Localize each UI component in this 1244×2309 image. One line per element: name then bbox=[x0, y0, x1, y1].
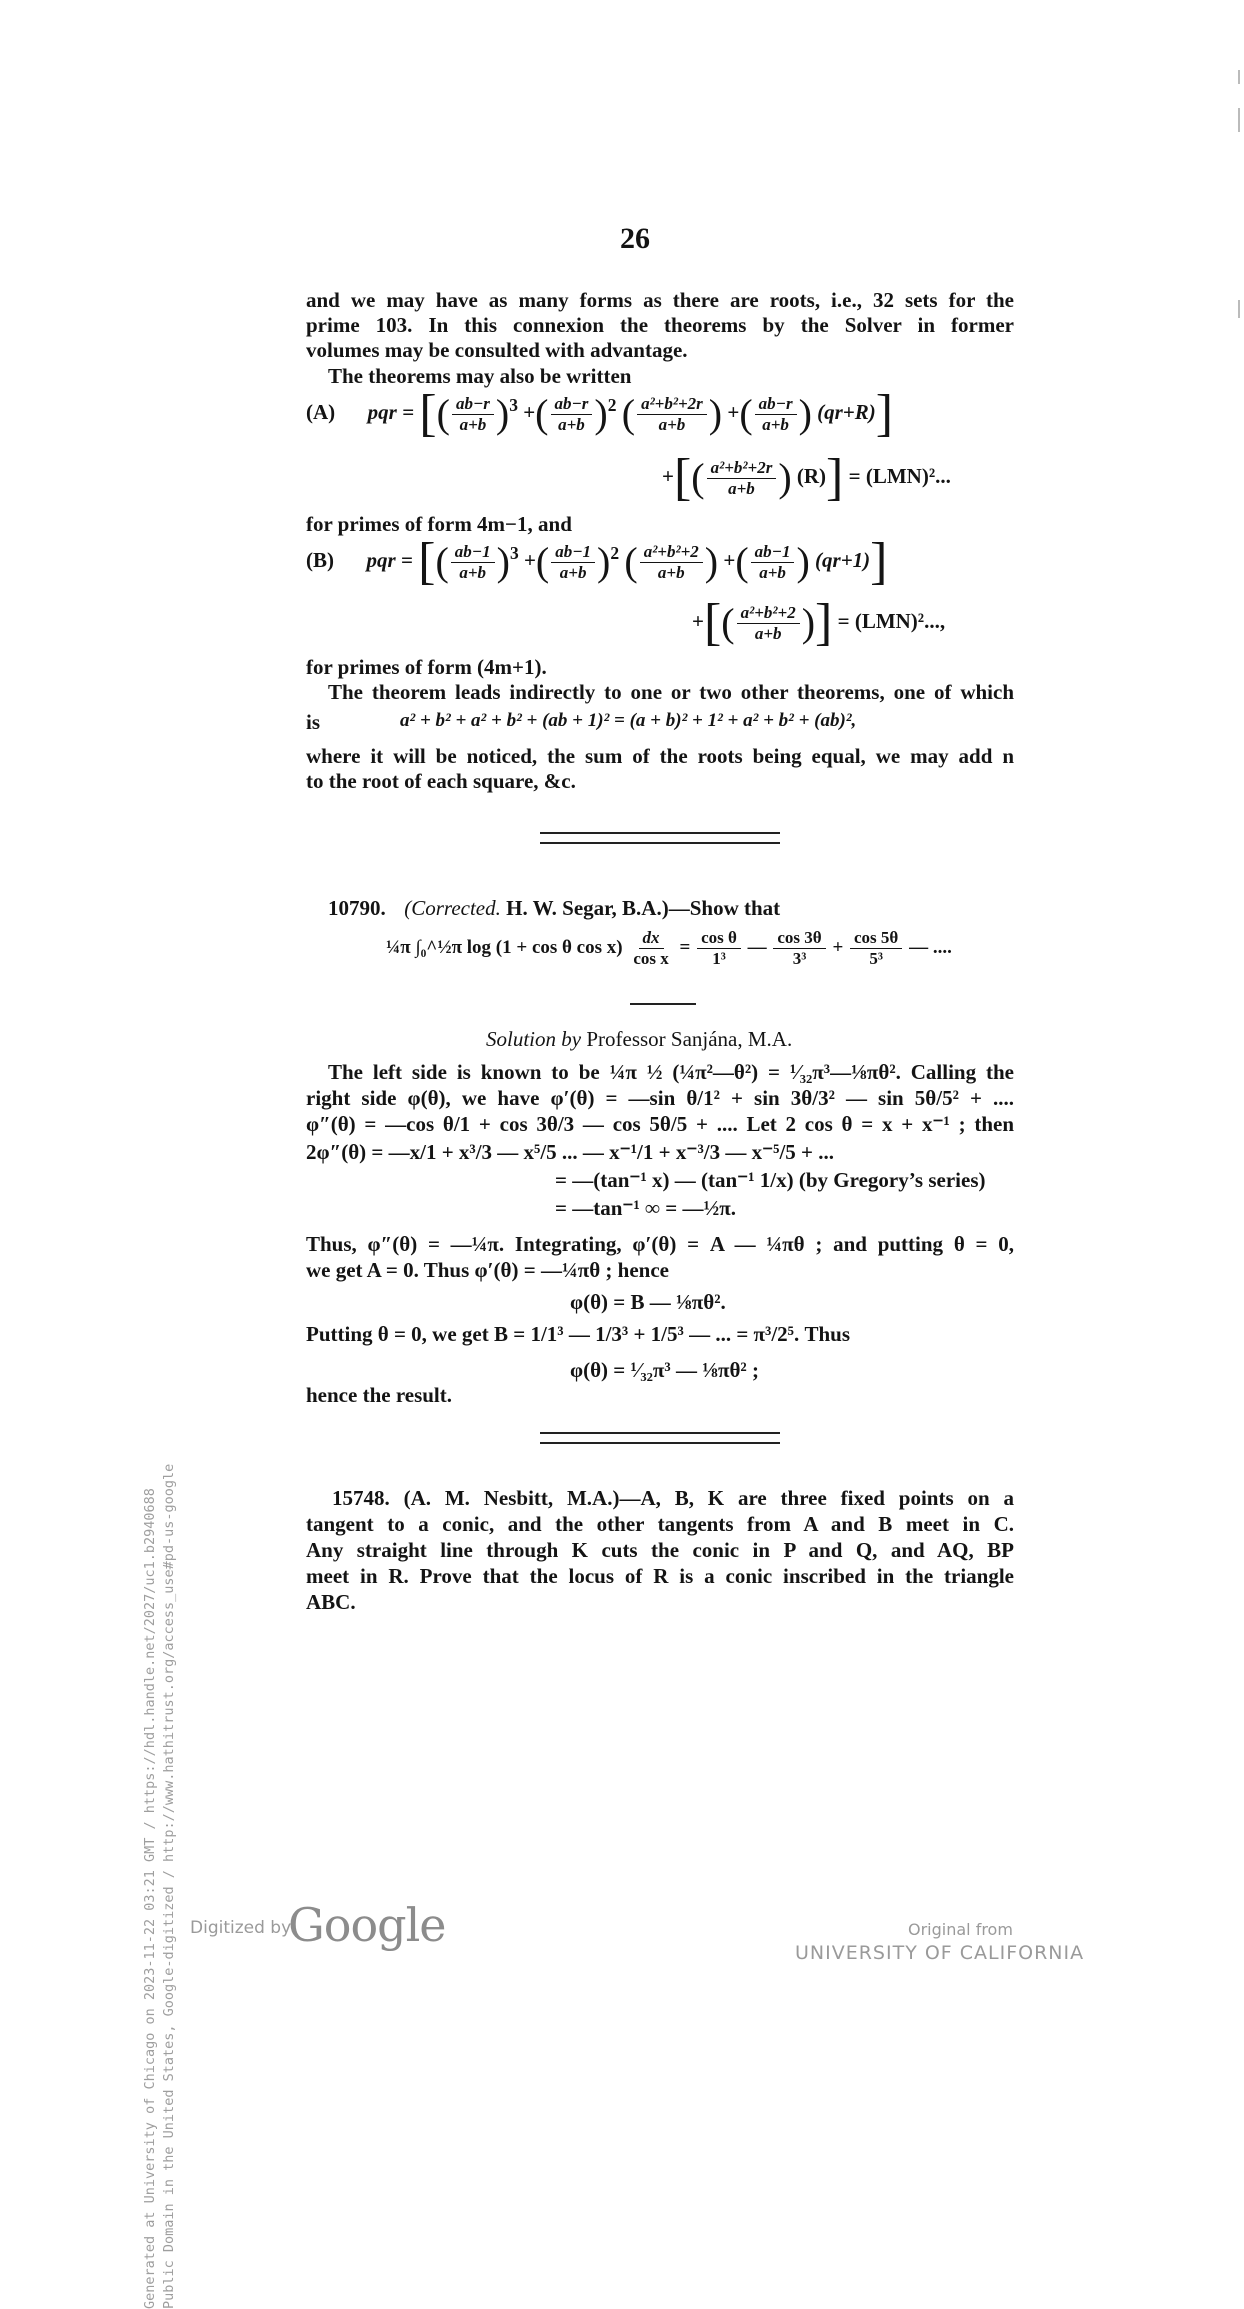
hathitrust-watermark bbox=[141, 409, 179, 2309]
fraction-denominator: a+b bbox=[657, 562, 685, 582]
equation-a-lhs: pqr = bbox=[367, 399, 415, 424]
exponent: 2 bbox=[607, 394, 617, 415]
intro-line-1: and we may have as many forms as there are roots, i.e., 32 sets for the bbox=[306, 288, 1014, 312]
university-label: UNIVERSITY OF CALIFORNIA bbox=[795, 1942, 1085, 1964]
watermark-line-1: Generated at University of Chicago on 2023-11-22 03:21 GMT / https://hdl.handle.net/2027/uc1.b2940688 bbox=[142, 1488, 158, 2309]
exponent: 2 bbox=[610, 542, 620, 563]
fraction-denominator: a+b bbox=[754, 623, 782, 643]
scan-edge-mark bbox=[1238, 108, 1240, 132]
question-15748-line-2: tangent to a conic, and the other tangents from A and B meet in C. bbox=[306, 1512, 1014, 1536]
solution-line-11: φ(θ) = ¹⁄₃₂π³ — ⅛πθ² ; bbox=[570, 1358, 759, 1382]
integral-equation: ¼π ∫₀^½π log (1 + cos θ cos x) $\frac{dx}{\text{cos x}}$ = $\frac{\text{cos θ}}{\text{1³}}$ — $\frac{\cos 3\theta}{\text{3³}}$ + $\frac{\cos 5\theta}{\text{5³}}$ — .... bbox=[386, 928, 952, 968]
question-author: H. W. Segar, B.A.)—Show that bbox=[506, 896, 781, 920]
fraction-numerator: a²+b²+2r bbox=[637, 394, 707, 415]
scan-edge-mark bbox=[1238, 300, 1240, 318]
intro-line-2: prime 103. In this connexion the theorems by the Solver in former bbox=[306, 313, 1014, 337]
series-tail: — .... bbox=[909, 936, 952, 958]
theorem-line-2: where it will be noticed, the sum of the roots being equal, we may add n bbox=[306, 744, 1014, 768]
question-15748-line-3: Any straight line through K cuts the conic in P and Q, and AQ, BP bbox=[306, 1538, 1014, 1562]
fraction-numerator: ab−r bbox=[452, 394, 494, 415]
fraction-denominator: a+b bbox=[558, 414, 585, 434]
short-rule bbox=[630, 1003, 696, 1005]
solution-line-1: The left side is known to be ¼π ½ (¼π²—θ²) = ¹⁄₃₂π³—⅛πθ². Calling the bbox=[328, 1060, 1014, 1084]
theorem-is: is bbox=[306, 710, 321, 734]
fraction-denominator: a+b bbox=[759, 562, 786, 582]
fraction-denominator: 5³ bbox=[869, 949, 883, 968]
section-divider bbox=[540, 1432, 780, 1444]
fraction-numerator: a²+b²+2 bbox=[640, 542, 703, 563]
solution-line-8: we get A = 0. Thus φ′(θ) = —¼πθ ; hence bbox=[306, 1258, 669, 1282]
question-10790-header bbox=[328, 896, 1036, 921]
exponent: 3 bbox=[509, 542, 519, 563]
question-15748-line-4: meet in R. Prove that the locus of R is a conic inscribed in the triangle bbox=[306, 1564, 1014, 1588]
google-logo: Google bbox=[288, 1898, 446, 1952]
equation-a-term: (qr+R) bbox=[817, 399, 876, 424]
fraction-numerator: dx bbox=[639, 928, 664, 949]
fraction-numerator: ab−r bbox=[551, 394, 593, 415]
solution-line-6: = —tan⁻¹ ∞ = —½π. bbox=[555, 1196, 736, 1220]
theorem-formula: a² + b² + a² + b² + (ab + 1)² = (a + b)² + 1² + a² + b² + (ab)², bbox=[400, 710, 857, 731]
integral-lhs: ¼π ∫₀^½π log (1 + cos θ cos x) bbox=[386, 936, 623, 958]
solution-line-12: hence the result. bbox=[306, 1383, 453, 1407]
equation-b-lhs: pqr = bbox=[366, 547, 413, 572]
solution-line-5: = —(tan⁻¹ x) — (tan⁻¹ 1/x) (by Gregory’s series) bbox=[555, 1168, 986, 1192]
scan-edge-mark bbox=[1238, 70, 1240, 84]
solver-name: Professor Sanjána, M.A. bbox=[586, 1027, 793, 1051]
intro-line-4: The theorems may also be written bbox=[328, 364, 632, 388]
solution-line-2: right side φ(θ), we have φ′(θ) = —sin θ/1² + sin 3θ/3² — sin 5θ/5² + .... bbox=[306, 1086, 1014, 1110]
solution-by: Solution by bbox=[486, 1027, 582, 1051]
solution-line-3: φ″(θ) = —cos θ/1 + cos 3θ/3 — cos 5θ/5 + .... Let 2 cos θ = x + x⁻¹ ; then bbox=[306, 1112, 1014, 1136]
solution-line-10: Putting θ = 0, we get B = 1/1³ — 1/3³ + 1/5³ — ... = π³/2⁵. Thus bbox=[306, 1322, 851, 1346]
equation-a-label: (A) bbox=[306, 399, 336, 424]
equation-a-line-2: +[( $\frac{\text{a²+b²+2r}}{a+b}$ ) (R)] = (LMN)²... bbox=[662, 449, 951, 506]
solution-line-7: Thus, φ″(θ) = —¼π. Integrating, φ′(θ) = A — ¼πθ ; and putting θ = 0, bbox=[306, 1232, 1014, 1256]
fraction-denominator: a+b bbox=[459, 562, 487, 582]
watermark-line-2: Public Domain in the United States, Google-digitized / http://www.hathitrust.org/access_use#pd-us-google bbox=[161, 1463, 177, 2309]
fraction-numerator: cos 3θ bbox=[773, 928, 825, 949]
equation-a-line-1: (A) pqr = [( $\frac{ab-r}{a+b}$ )$^3$ +( $\frac{ab-r}{a+b}$ )$^2$ ( $\frac{\text{a²+b²+2r}}{a+b}$ ) +( $\frac{ab-r}{a+b}$ ) (qr+R)] bbox=[306, 385, 894, 442]
fraction-denominator: 1³ bbox=[712, 949, 726, 968]
equation-a-term-r: (R) bbox=[796, 463, 827, 488]
equation-b-term: (qr+1) bbox=[815, 547, 871, 572]
fraction-numerator: a²+b²+2r bbox=[707, 458, 777, 479]
fraction-numerator: cos 5θ bbox=[850, 928, 902, 949]
section-divider bbox=[540, 832, 780, 844]
theorem-line-1: The theorem leads indirectly to one or two other theorems, one of which bbox=[328, 680, 1014, 704]
fraction-numerator: cos θ bbox=[697, 928, 741, 949]
solution-line-4: 2φ″(θ) = —x/1 + x³/3 — x⁵/5 ... — x⁻¹/1 + x⁻³/3 — x⁻⁵/5 + ... bbox=[306, 1140, 835, 1164]
fraction-numerator: ab−1 bbox=[751, 542, 795, 563]
fraction-denominator: a+b bbox=[762, 414, 789, 434]
fraction-denominator: a+b bbox=[459, 414, 487, 434]
fraction-denominator: 3³ bbox=[792, 949, 807, 968]
fraction-numerator: ab−1 bbox=[451, 542, 495, 563]
question-15748-line-5: ABC. bbox=[306, 1590, 356, 1614]
equation-b-rhs: = (LMN)²..., bbox=[837, 608, 946, 633]
question-15748-line-1: 15748. (A. M. Nesbitt, M.A.)—A, B, K are three fixed points on a bbox=[332, 1486, 1014, 1510]
fraction-denominator: a+b bbox=[728, 478, 755, 498]
fraction-numerator: ab−r bbox=[755, 394, 797, 415]
exponent: 3 bbox=[509, 394, 518, 415]
page-number: 26 bbox=[620, 222, 650, 255]
solution-line-9: φ(θ) = B — ⅛πθ². bbox=[570, 1290, 726, 1314]
fraction-denominator: a+b bbox=[559, 562, 587, 582]
theorem-line-3: to the root of each square, &c. bbox=[306, 769, 576, 793]
intro-line-3: volumes may be consulted with advantage. bbox=[306, 338, 688, 362]
corrected-label: (Corrected. bbox=[404, 896, 501, 920]
equation-a-rhs: = (LMN)²... bbox=[848, 463, 951, 488]
solution-heading bbox=[486, 1027, 1194, 1052]
fraction-numerator: ab−1 bbox=[551, 542, 595, 563]
equation-b-line-1: (B) pqr = [( $\frac{ab-1}{a+b}$ )$^3$ +( $\frac{ab-1}{a+b}$ )$^2$ ( $\frac{\text{a²+b²+2}}{a+b}$ ) +( $\frac{ab-1}{a+b}$ ) (qr+1)] bbox=[306, 533, 888, 590]
primes-form-1: for primes of form 4m−1, and bbox=[306, 512, 572, 536]
fraction-denominator: cos x bbox=[633, 949, 669, 968]
question-number: 10790. bbox=[328, 896, 386, 920]
fraction-numerator: a²+b²+2 bbox=[737, 603, 800, 624]
digitized-by-label: Digitized by bbox=[190, 1918, 292, 1938]
fraction-denominator: a+b bbox=[658, 414, 686, 434]
equation-b-label: (B) bbox=[306, 547, 334, 572]
primes-form-2: for primes of form (4m+1). bbox=[306, 655, 547, 679]
equation-b-line-2: +[( $\frac{\text{a²+b²+2}}{a+b}$ )] = (LMN)²..., bbox=[692, 594, 946, 651]
original-from-label: Original from bbox=[908, 1920, 1013, 1939]
